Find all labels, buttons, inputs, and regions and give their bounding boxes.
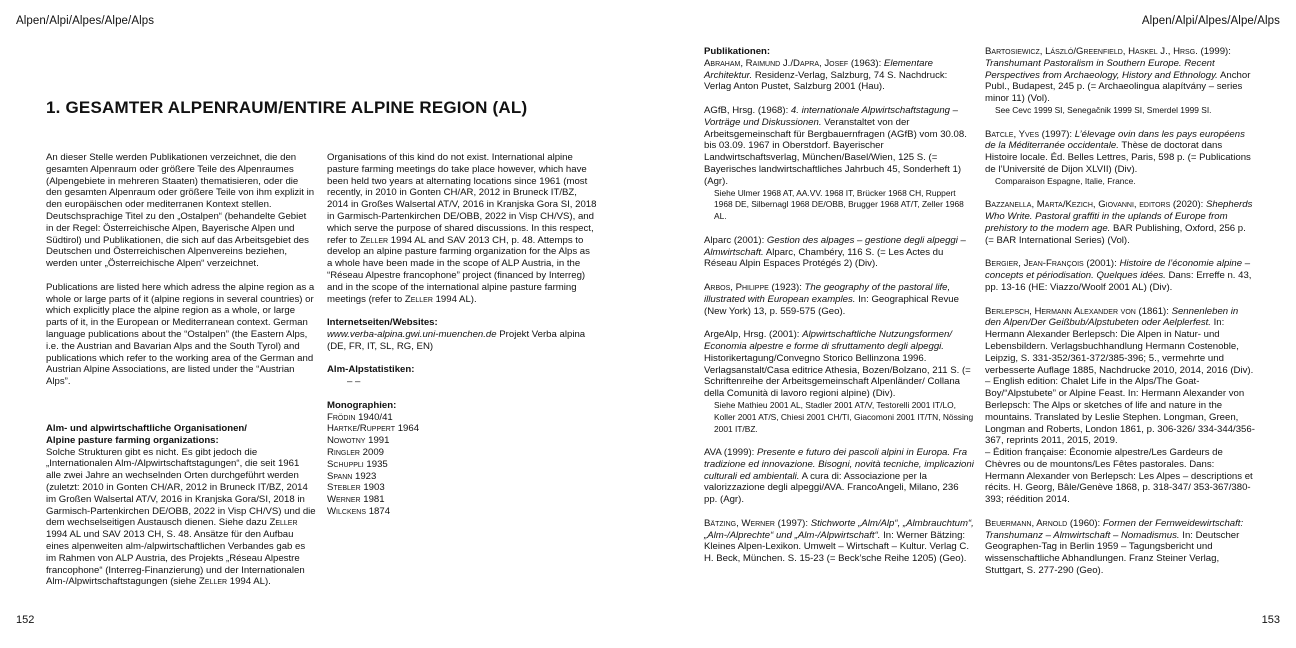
- monograph-year: 1874: [368, 505, 391, 517]
- bib-see: Siehe Mathieu 2001 AL, Stadler 2001 AT/V, Testorelli 2001 IT/LO, Koller 2001 AT/S, Chiesi 2001 CH/TI, Giacomoni 2001 IT/TN, Nössing 2001 IT/BZ.: [714, 399, 974, 434]
- internet-entry: [327, 329, 597, 353]
- internet-text: Projekt Verba alpina (DE, FR, IT, SL, RG, EN): [327, 328, 586, 352]
- bib-entry: [985, 258, 1255, 293]
- monograph-item: [327, 412, 597, 424]
- monograph-name: Wilckens: [327, 505, 367, 517]
- org-en-b: 1994 AL and SAV 2013 CH, p. 48. Attemps to develop an alpine pasture farming organization for the Alps as a whole have been made in the scope of ALP Austria, in the “Réseau Alpestre francophone” project (financed by Interreg) and in the scope of the international alpine pasture farming meetings (refer to: [327, 234, 590, 305]
- monograph-item: [327, 459, 597, 471]
- bib-author: AGfB, Hrsg. (1968):: [704, 104, 791, 116]
- monograph-item: [327, 447, 597, 459]
- org-heading-en: Alpine pasture farming organizations:: [46, 434, 219, 446]
- monograph-year: 1991: [368, 435, 390, 447]
- monograph-item: [327, 471, 597, 483]
- bib-author: Abraham, Raimund J./Dapra, Josef (1963):: [704, 57, 884, 69]
- bib-title: L’élevage ovin dans les pays européens de la Méditerranée occidentale.: [985, 128, 1245, 152]
- bib-title: Formen der Fernweidewirtschaft: Transhumanz – Almwirtschaft – Nomadismus.: [985, 517, 1244, 541]
- monographs-heading: Monographien:: [327, 399, 397, 411]
- org-en-sc-a: Zeller: [360, 234, 389, 246]
- bib-title: Stichworte „Alm/Alp“, „Almbrauchtum“, „Alm-/Alprechte“ und „Alm-/Alpwirtschaft“.: [704, 517, 974, 541]
- org-heading-de: Alm- und alpwirtschaftliche Organisationen/: [46, 422, 247, 434]
- monograph-year: 1940/41: [358, 411, 393, 423]
- monograph-name: Spann: [327, 470, 353, 482]
- stats-heading: Alm-Alpstatistiken:: [327, 364, 415, 376]
- column-english-info: [327, 152, 597, 518]
- bib-author: Berlepsch, Hermann Alexander von (1861):: [985, 305, 1172, 317]
- bib-title: Alpwirtschaftliche Nutzungsformen/ Economia alpestre e forme di sfruttamento degli alpeggi.: [704, 329, 952, 352]
- org-en-c: 1994 AL).: [432, 293, 477, 305]
- org-en-a: Organisations of this kind do not exist. International alpine pasture farming meetings do take place however, which have been held two years at alternating locations since 1961 (most recently, in 2010 in Gonten CH/AR, 2012 in Bruneck IT/BZ, 2014 in Großes Walsertal AT/V, 2016 in Kranjska Gora SI, 2018 in Garmisch-Partenkirchen DE/OBB, 2022 in Visp CH/VS), and which serve the purpose of shared discussions. In this respect, refer to: [327, 152, 597, 246]
- monograph-name: Hartke/Ruppert: [327, 423, 396, 435]
- bib-entry: [985, 46, 1255, 117]
- right-page: [648, 0, 1296, 648]
- publications-heading: Publikationen:: [704, 46, 771, 57]
- internet-heading: Internetseiten/Websites:: [327, 317, 438, 329]
- bib-author: Bartosiewicz, László/Greenfield, Haskel J., Hrsg. (1999):: [985, 46, 1231, 57]
- column-publications-2: [985, 46, 1255, 589]
- bib-title: Histoire de l’économie alpine – concepts et périodisation. Quelques idées.: [985, 258, 1251, 282]
- bib-rest: In: Werner Bätzing: Kleines Alpen-Lexikon. Umwelt – Wirtschaft – Kultur. Verlag C. H. Beck, München. S. 15-23 (= Beck’sche Reihe 1205) (Geo).: [704, 529, 970, 565]
- bib-author: AVA (1999):: [704, 447, 757, 459]
- monograph-item: [327, 423, 597, 435]
- bib-entry: [704, 282, 974, 317]
- verba-alpina-link[interactable]: www.verba-alpina.gwi.uni-muenchen.de: [327, 328, 497, 340]
- bib-author: Bätzing, Werner (1997):: [704, 517, 811, 529]
- bib-rest: Alparc, Chambéry, 116 S. (= Les Actes du Réseau Alpin Espaces Protégés 2) (Div).: [704, 246, 944, 270]
- monograph-name: Frödin: [327, 411, 356, 423]
- bib-rest: Thèse de doctorat dans Histoire locale. Éd. Belles Lettres, Paris, 598 p. (= Publications de l’Université de Dijon XLVII) (Div).: [985, 140, 1251, 175]
- bib-entry: [704, 58, 974, 93]
- intro-english: Publications are listed here which adress the alpine region as a whole or large parts of it (alpine regions in several countries) or which explicitly place the alpine region as a whole, or large parts of it, in the European or Mediterranean context. German language publications about the “Ostalpen” (the Eastern Alps, i.e. the Austrian and Bavarian Alps and the South Tyrol) and publications which refer to the working area of the German and Austrian Alpine Associations, are listed under the “Austrian Alps”.: [46, 281, 315, 388]
- bib-entry: [704, 235, 974, 270]
- monograph-item: [327, 494, 597, 506]
- section-title: 1. GESAMTER ALPENRAUM/ENTIRE ALPINE REGION (AL): [46, 98, 528, 117]
- monograph-item: [327, 482, 597, 494]
- monograph-year: 1964: [397, 423, 420, 435]
- bib-entry: [704, 105, 974, 223]
- bib-author: Alparc (2001):: [704, 234, 767, 246]
- monograph-item: [327, 506, 597, 518]
- column-intro: [46, 152, 316, 588]
- monograph-year: 1981: [363, 494, 385, 506]
- bib-title: Elementare Architektur.: [704, 57, 933, 81]
- bib-title: Gestion des alpages – gestione degli alpeggi – Almwirtschaft.: [704, 234, 966, 258]
- bib-title: 4. internationale Alpwirtschaftstagung – Vorträge und Diskussionen.: [704, 104, 959, 128]
- bib-rest: Dans: Erreffe n. 43, pp. 13-16 (HE: Viazzo/Woolf 2001 AL) (Div).: [985, 270, 1252, 293]
- bib-author: Arbos, Philippe (1923):: [704, 281, 805, 293]
- bib-title: Transhumant Pastoralism in Southern Europe. Recent Perspectives from Archaeology, History and Ethnology.: [985, 57, 1218, 81]
- monograph-year: 1935: [366, 458, 388, 470]
- monograph-item: [327, 435, 597, 447]
- bib-rest: Historikertagung/Convegno Storico Bellinzona 1996. Verlagsanstalt/Casa editrice Athesia, Bozen/Bolzano, 211 S. (= Schriftenreihe der Arbeitsgemeinschaft Alpenländer/ Collana della Comunità di lavoro regioni alpine) (Div).: [704, 352, 971, 400]
- intro-german: An dieser Stelle werden Publikationen verzeichnet, die den gesamten Alpenraum oder größere Teile des Alpenraumes (Alpengebiete in mehreren Staaten) thematisieren, oder die den gesamten Alpenraum oder größere Teile von ihm explizit in den europäischen oder mediterranen Kontext stellen. Deutschsprachige Titel zu den „Ostalpen“ (behandelte Gebiet in der Regel: Österreichische Alpen, Bayerische Alpen und Südtirol) und Publikationen, die sich auf das Arbeitsgebiet des Deutschen und Österreichischen Alpenvereins beziehen, werden unter „Österreichische Alpen“ verzeichnet.: [46, 152, 315, 270]
- bib-rest: In: Hermann Alexander Berlepsch: Die Alpen in Natur- und Lebensbildern. Verlagsbuchhandlung Hermann Costenoble, Leipzig, S. 331-352/361-372/385-396; 5., vermehrte und verbesserte Auflage 1885, Nachdrucke 2010, 2014, 2016 (Div).: [985, 317, 1254, 376]
- bib-see: Siehe Ulmer 1968 AT, AA.VV. 1968 IT, Brücker 1968 CH, Ruppert 1968 DE, Silbernagl 1968 DE/OBB, Brugger 1968 AT/T, Zeller 1968 AL.: [714, 187, 964, 222]
- column-publications-1: [704, 46, 974, 577]
- page-number-left: 152: [16, 614, 35, 626]
- monograph-year: 1923: [355, 470, 377, 482]
- monograph-name: Nowotny: [327, 435, 366, 447]
- running-head-left: Alpen/Alpi/Alpes/Alpe/Alps: [16, 15, 155, 27]
- org-text-a: Solche Strukturen gibt es nicht. Es gibt jedoch die „Internationalen Alm-/Alpwirtschaftstagungen“, die seit 1961 alle zwei Jahre an wechselnden Orten durchgeführt werden (zuletzt: 2010 in Gonten CH/AR, 2012 in Bruneck IT/BZ, 2014 im Großen Walsertal AT/V, 2016 in Kranjska Gora/SI, 2018 in Garmisch-Partenkirchen DE/OBB, 2022 in Visp CH/VS) und die dem wechselseitigen Austausch dienen. Siehe dazu: [46, 446, 316, 529]
- running-head-right: Alpen/Alpi/Alpes/Alpe/Alps: [1141, 15, 1280, 27]
- bib-title: Presente e futuro dei pascoli alpini in Europa. Fra tradizione ed innovazione. Bisogni, novità tecniche, implicazioni culturali ed ambientali.: [704, 447, 974, 482]
- bib-rest: Residenz-Verlag, Salzburg, 74 S. Nachdruck: Verlag Anton Pustet, Salzburg 2001 (Hau).: [704, 69, 948, 93]
- bib-entry: [985, 199, 1255, 246]
- bib-author: Bazzanella, Marta/Kezich, Giovanni, editors (2020):: [985, 199, 1206, 211]
- bib-entry: [704, 518, 974, 565]
- org-sc-a: Zeller: [269, 517, 298, 529]
- org-en-sc-b: Zeller: [404, 293, 433, 305]
- bib-author: Beuermann, Arnold (1960):: [985, 517, 1103, 529]
- org-heading: [46, 423, 316, 447]
- bib-rest: Anchor Publ., Budapest, 245 p. (= Archaeolingua alapítvány – series minor 11) (Vol).: [985, 69, 1251, 105]
- bib-edition: – English edition: Chalet Life in the Alps/The Goat-Boy/“Alpstubete” or Alpine Feast. In: Hermann Alexander von Berlepsch: The Alps or sketches of life and nature in the mountains. Translated by Leslie Stephen. Longman, Green, Longman and Roberts, London 1861, p. 306-326/ 334-344/356-367, reprints 2011, 2015, 2019.: [985, 376, 1255, 447]
- bib-rest: Veranstaltet von der Arbeitsgemeinschaft für Bergbauernfragen (AGfB) vom 30.08. bis 03.09. 1967 in Oberstdorf. Bayerischer Landwirtschaftsverlag, München/Basel/Wien, 125 S. (= Bayerisches landwirtschaftliches Jahrbuch 45, Sonderheft 1) (Agr).: [704, 116, 967, 187]
- stats-value: – –: [347, 376, 361, 388]
- bib-title: The geography of the pastoral life, illustrated with European examples.: [704, 281, 951, 305]
- bib-author: Batcle, Yves (1997):: [985, 128, 1075, 140]
- bib-rest: BAR Publishing, Oxford, 256 p. (= BAR International Series) (Vol).: [985, 222, 1246, 246]
- bib-edition: – Édition française: Économie alpestre/Les Gardeurs de Chèvres ou de mountons/Les Fêtes pastorales. Dans: Hermann Alexander von Berlepsch: Les Alpes – descriptions et récits. H. Georg, Bâle/Genève 1868, p. 318-347/ 353-367/380-393; réédition 2014.: [985, 447, 1253, 506]
- bib-author: Bergier, Jean-François (2001):: [985, 258, 1120, 270]
- bib-see: See Cevc 1999 SI, Senegačnik 1999 SI, Smerdel 1999 SI.: [995, 104, 1212, 115]
- bib-rest: In: Deutscher Geographen-Tag in Berlin 1959 – Tagungsbericht und wissenschaftliche Abhandlungen. Franz Steiner Verlag, Stuttgart, S. 277-290 (Geo).: [985, 529, 1240, 577]
- page-number-right: 153: [1261, 614, 1280, 626]
- bib-rest: A cura di: Associazione per la valorizzazione degli alpeggi/AVA. FrancoAngeli, Milano, 236 pp. (Agr).: [704, 470, 959, 506]
- org-text-c: 1994 AL).: [227, 576, 271, 588]
- bib-entry: [704, 329, 974, 435]
- org-text-german: [46, 447, 316, 589]
- monograph-name: Werner: [327, 494, 361, 506]
- monographs-list: [327, 412, 597, 518]
- bib-author: ArgeAlp, Hrsg. (2001):: [704, 329, 803, 341]
- bib-entry: [985, 306, 1255, 507]
- bib-entry: [985, 129, 1255, 188]
- bib-title: Shepherds Who Write. Pastoral graffiti in the uplands of Europe from prehistory to the modern age.: [985, 199, 1253, 234]
- bib-title: Sennenleben in den Alpen/Der Geißbub/Alpstubeten oder Aelplerfest.: [985, 305, 1239, 329]
- monograph-year: 1903: [363, 482, 385, 494]
- org-text-b: 1994 AL und SAV 2013 CH, S. 48. Ansätze für den Aufbau eines alpenweiten alm-/alpwirtschaftlichen Verbandes gab es im Rahmen von ALP Austria, des Projekts „Réseau Alpestre francophone“ (Interreg-Finanzierung) und der Internationalen Alm-/Alpwirtschaftstagungen (siehe: [46, 529, 306, 588]
- monograph-name: Ringler: [327, 446, 360, 458]
- bib-see: Comparaison Espagne, Italie, France.: [995, 175, 1136, 186]
- org-sc-b: Zeller: [199, 576, 228, 588]
- bib-entry: [704, 447, 974, 506]
- bib-rest: In: Geographical Revue (New York) 13, p. 559-575 (Geo).: [704, 293, 959, 317]
- bib-entry: [985, 518, 1255, 577]
- monograph-year: 2009: [362, 446, 385, 458]
- monograph-name: Schuppli: [327, 458, 364, 470]
- org-text-english: [327, 152, 597, 305]
- monograph-name: Stebler: [327, 482, 361, 494]
